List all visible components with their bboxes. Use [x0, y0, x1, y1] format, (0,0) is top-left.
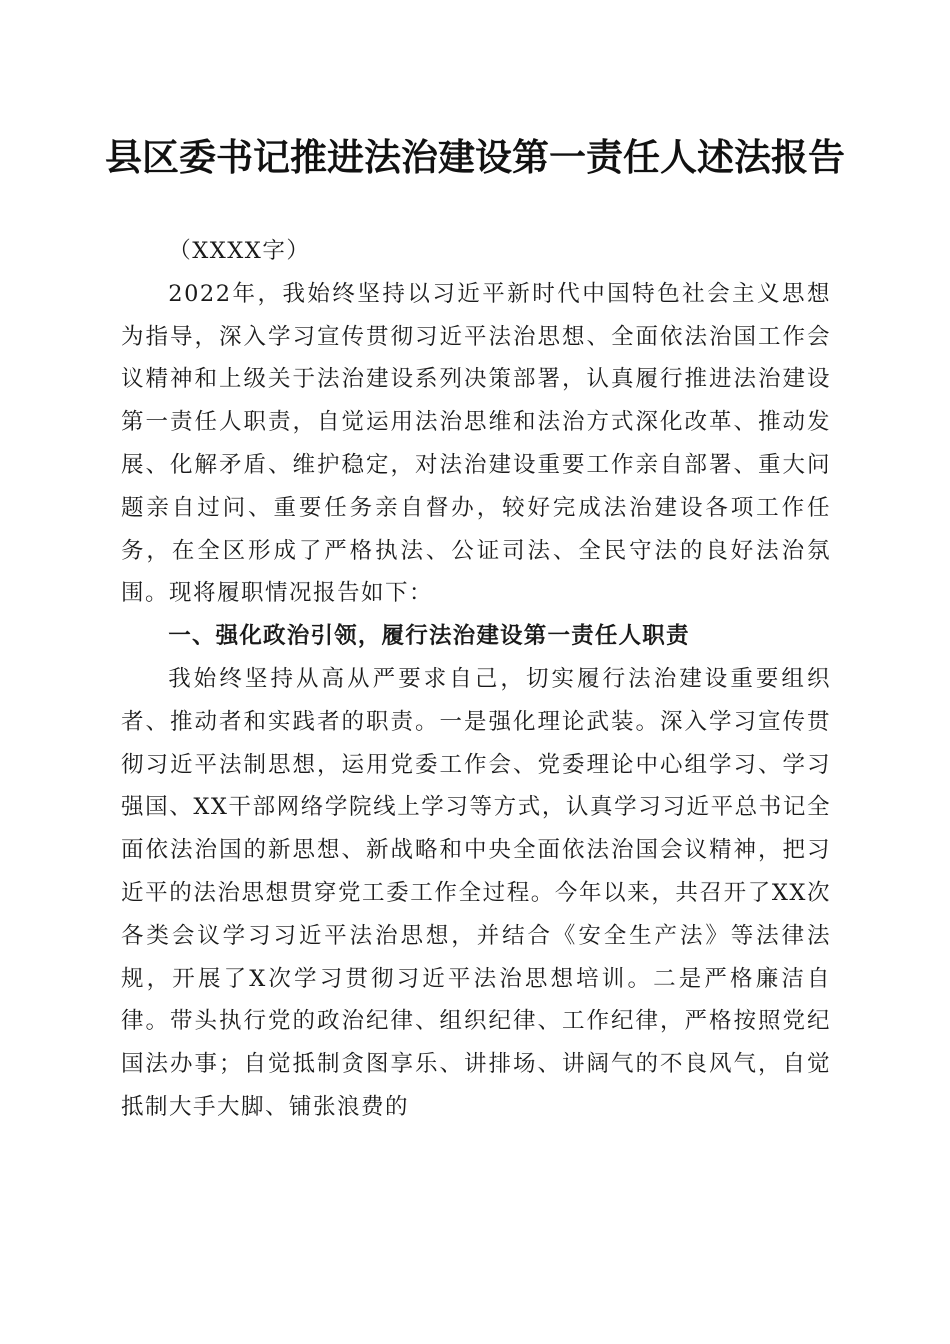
- section-1-heading: 一、强化政治引领，履行法治建设第一责任人职责: [168, 623, 690, 650]
- document-body: [121, 230, 831, 1129]
- section-1-paragraph: 我始终坚持从高从严要求自己，切实履行法治建设重要组织者、推动者和实践者的职责。一是强化理论武装。深入学习宣传贯彻习近平法制思想，运用党委工作会、党委理论中心组学习、学习强国、XX干部网络学院线上学习等方式，认真学习习近平总书记全面依法治国的新思想、新战略和中央全面依法治国会议精神，把习近平的法治思想贯穿党工委工作全过程。今年以来，共召开了XX次各类会议学习习近平法治思想，并结合《安全生产法》等法律法规，开展了X次学习贯彻习近平法治思想培训。二是严格廉洁自律。带头执行党的政治纪律、组织纪律、工作纪律，严格按照党纪国法办事；自觉抵制贪图享乐、讲排场、讲阔气的不良风气，自觉抵制大手大脚、铺张浪费的: [121, 665, 831, 1120]
- intro-paragraph: 2022年，我始终坚持以习近平新时代中国特色社会主义思想为指导，深入学习宣传贯彻习近平法治思想、全面依法治国工作会议精神和上级关于法治建设系列决策部署，认真履行推进法治建设第一责任人职责，自觉运用法治思维和法治方式深化改革、推动发展、化解矛盾、维护稳定，对法治建设重要工作亲自部署、重大问题亲自过问、重要任务亲自督办，较好完成法治建设各项工作任务，在全区形成了严格执法、公证司法、全民守法的良好法治氛围。现将履职情况报告如下：: [121, 280, 831, 607]
- word-count: （XXXX字）: [168, 238, 311, 264]
- document-title: 县区委书记推进法治建设第一责任人述法报告: [105, 136, 845, 179]
